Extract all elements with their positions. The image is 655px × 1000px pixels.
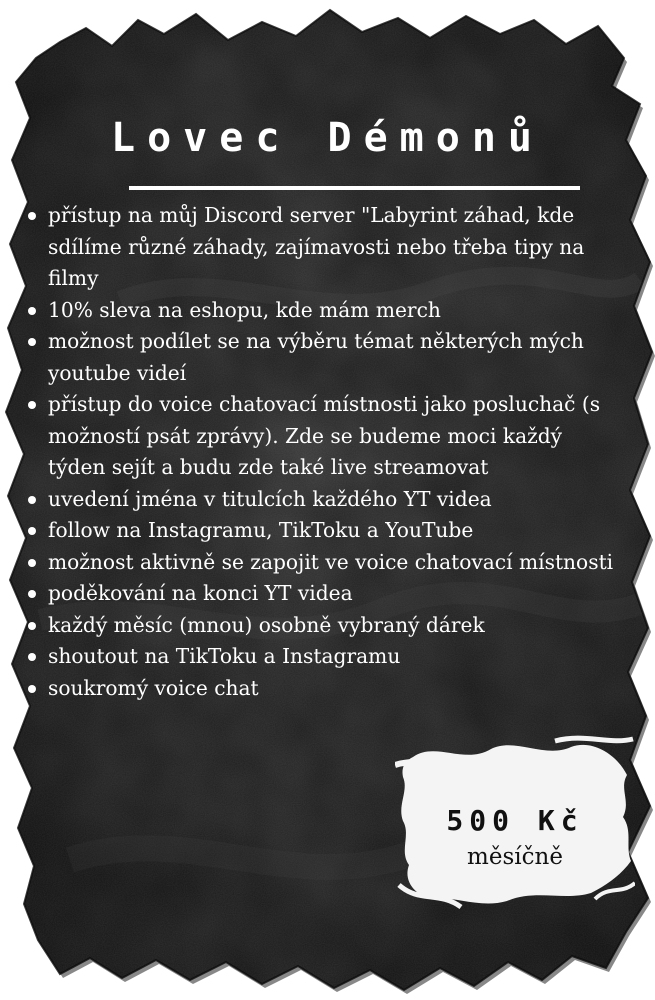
benefit-text: možnost podílet se na výběru témat některých mých youtube videí bbox=[48, 329, 584, 385]
bullet-icon bbox=[28, 338, 36, 346]
benefit-item bbox=[24, 578, 624, 610]
bullet-icon bbox=[28, 212, 36, 220]
benefit-item bbox=[24, 200, 624, 295]
benefit-text: přístup do voice chatovací místnosti jako posluchač (s možností psát zprávy). Zde se budeme moci každý týden sejít a budu zde také live streamovat bbox=[48, 392, 601, 479]
benefit-item bbox=[24, 610, 624, 642]
benefit-text: soukromý voice chat bbox=[48, 675, 259, 700]
benefit-list bbox=[24, 200, 624, 704]
benefit-text: možnost aktivně se zapojit ve voice chatovací místnosti bbox=[48, 549, 614, 574]
benefit-text: přístup na můj Discord server "Labyrint záhad, kde sdílíme různé záhady, zajímavosti nebo třeba tipy na filmy bbox=[48, 203, 585, 290]
bullet-icon bbox=[28, 622, 36, 630]
benefit-item bbox=[24, 547, 624, 579]
benefit-text: poděkování na konci YT videa bbox=[48, 581, 353, 605]
benefit-item bbox=[24, 641, 624, 673]
benefit-item bbox=[24, 295, 624, 327]
bullet-icon bbox=[28, 685, 36, 693]
benefit-item bbox=[24, 515, 624, 547]
benefit-item bbox=[24, 484, 624, 516]
benefit-text: shoutout na TikToku a Instagramu bbox=[48, 644, 401, 668]
benefit-item bbox=[24, 389, 624, 484]
tier-title: Lovec Démonů bbox=[111, 115, 544, 161]
benefit-item bbox=[24, 326, 624, 389]
bullet-icon bbox=[28, 653, 36, 661]
price-period: měsíčně bbox=[467, 844, 563, 870]
benefit-text: 10% sleva na eshopu, kde mám merch bbox=[48, 297, 441, 322]
benefit-text: uvedení jména v titulcích každého YT videa bbox=[48, 486, 492, 511]
bullet-icon bbox=[28, 527, 36, 535]
title-underline bbox=[129, 186, 580, 190]
price-amount: 500 Kč bbox=[446, 804, 584, 837]
benefit-item bbox=[24, 673, 624, 705]
bullet-icon bbox=[28, 401, 36, 409]
bullet-icon bbox=[28, 496, 36, 504]
bullet-icon bbox=[28, 559, 36, 567]
bullet-icon bbox=[28, 590, 36, 598]
bullet-icon bbox=[28, 307, 36, 315]
benefit-text: follow na Instagramu, TikToku a YouTube bbox=[48, 518, 474, 542]
benefit-text: každý měsíc (mnou) osobně vybraný dárek bbox=[48, 612, 485, 637]
